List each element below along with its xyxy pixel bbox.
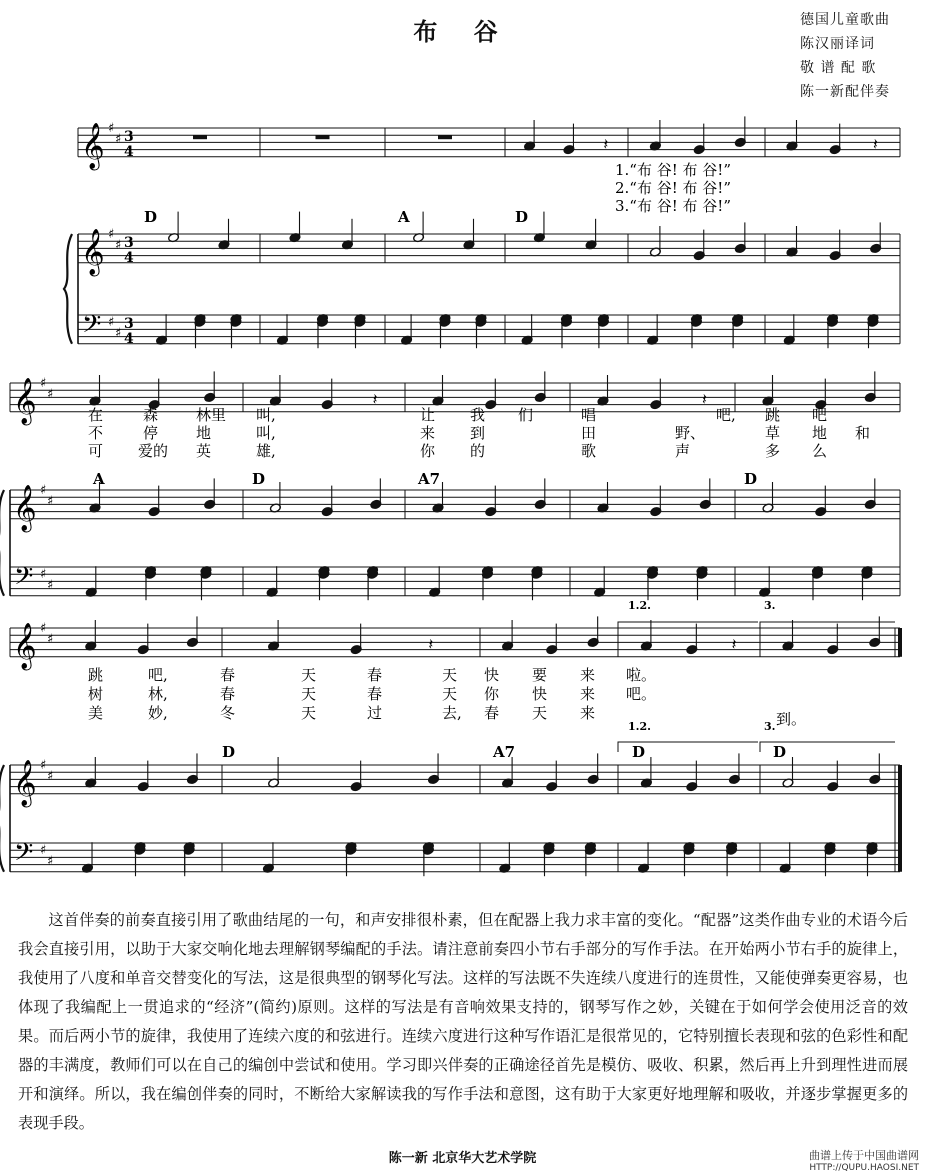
lyric-syllable: 天: [442, 666, 458, 684]
lyric-syllable: 来: [580, 666, 596, 684]
lyric-syllable: 去,: [442, 704, 462, 722]
grand-staff-brace: [0, 765, 4, 872]
sharp-sign: ♯: [47, 386, 54, 402]
treble-clef: 𝄞: [81, 229, 105, 275]
credit-lyricist: 敬 谱 配 歌: [800, 60, 877, 76]
bass-clef: 𝄢: [14, 562, 34, 597]
volta-bracket: [618, 622, 758, 632]
sharp-sign: ♯: [40, 843, 47, 859]
site-watermark: [809, 1150, 919, 1174]
quarter-rest: 𝄽: [603, 134, 609, 154]
time-signature-bottom: 4: [124, 250, 134, 266]
lyric-syllable: 天: [532, 704, 548, 722]
lyric-verse-3: 3.“布 谷! 布 谷!”: [615, 197, 732, 215]
lyric-verse-1: 1.“布 谷! 布 谷!”: [615, 161, 732, 179]
time-signature-top: 3: [124, 129, 134, 145]
whole-rest: [193, 135, 207, 139]
sharp-sign: ♯: [47, 631, 54, 647]
lyric-syllable: 野、: [675, 424, 706, 442]
time-signature-bottom: 4: [124, 331, 134, 347]
lyric-syllable: 天: [442, 685, 458, 703]
lyric-syllable: 快: [484, 666, 500, 684]
lyric-syllable: 可: [88, 442, 104, 460]
lyric-verse-2: 2.“布 谷! 布 谷!”: [615, 179, 732, 197]
lyric-syllable: 们: [518, 406, 534, 424]
lyric-syllable: 英: [196, 442, 212, 460]
sharp-sign: ♯: [47, 854, 54, 869]
lyric-syllable: 和: [855, 424, 871, 442]
lyric-syllable: 春: [220, 685, 236, 703]
lyric-syllable: 跳: [88, 666, 104, 684]
commentary-paragraph: 这首伴奏的前奏直接引用了歌曲结尾的一句，和声安排很朴素，但在配器上我力求丰富的变化。“配器”这类作曲专业的术语今后我会直接引用，以助于大家交响化地去理解钢琴编配的手法。请注意前奏四小节右手部分的写作手法。在开始两小节右手的旋律上，我使用了八度和单音交替变化的写法，这是很典型的钢琴化写法。这样的写法既不失连续八度进行的连贯性，又能使弹奏更容易，也体现了我编配上一贯追求的“经济”(简约)原则。这样的写法是有音响效果支持的，钢琴写作之妙，关键在于如何学会使用泛音的效果。而后两小节的旋律，我使用了连续六度的和弦进行。连续六度进行这种写作语汇是很常见的，它特别擅长表现和弦的色彩性和配器的丰满度，教师们可以在自己的编创中尝试和使用。学习即兴伴奏的正确途径首先是模仿、吸收、积累，然后再上升到理性进而展开和演绎。所以，我在编创伴奏的同时，不断给大家解读我的写作手法和意图，这有助于大家更好地理解和吸收，并逐步掌握更多的表现手段。: [18, 911, 908, 1132]
volta-bracket: [760, 622, 895, 632]
volta-label: 3.: [764, 720, 776, 733]
lyric-syllable: 美: [88, 704, 104, 722]
lyric-syllable: 的: [470, 442, 486, 460]
chord-symbol: D: [632, 743, 646, 761]
footer-credit: 陈一新 北京华大艺术学院: [388, 1151, 537, 1166]
credit-translator: 陈汉丽译词: [800, 36, 875, 52]
lyric-syllable: 吧,: [716, 406, 736, 424]
lyric-syllable: 地: [196, 424, 212, 442]
lyric-syllable: 春: [220, 666, 236, 684]
treble-clef: 𝄞: [81, 123, 105, 169]
lyric-syllable: 么: [812, 442, 828, 460]
lyric-syllable: 让: [420, 406, 436, 424]
credit-origin: 德国儿童歌曲: [800, 12, 890, 28]
treble-clef: 𝄞: [13, 623, 37, 669]
lyric-syllable: 叫,: [256, 406, 276, 424]
lyric-syllable: 吧: [812, 406, 828, 424]
chord-symbol: D: [773, 743, 787, 761]
chord-symbol: D: [144, 208, 158, 226]
lyric-syllable: 来: [580, 685, 596, 703]
sharp-sign: ♯: [108, 315, 115, 331]
volta-label: 1.2.: [628, 599, 651, 612]
lyric-syllable: 我: [470, 406, 486, 424]
chord-symbol: A: [398, 208, 410, 226]
chord-symbol: A7: [418, 470, 441, 488]
lyric-syllable: 多: [765, 442, 781, 460]
lyric-syllable: 天: [301, 704, 317, 722]
watermark-url: HTTP://QUPU.HAOSI.NET: [809, 1163, 919, 1173]
lyric-syllable: 停: [143, 424, 159, 442]
chord-symbol: D: [744, 470, 758, 488]
lyric-syllable: 树: [88, 685, 104, 703]
lyric-syllable: 叫,: [256, 424, 276, 442]
lyrics-system-3: [88, 666, 806, 728]
lyric-syllable: 快: [532, 685, 548, 703]
lyric-syllable: 春: [484, 704, 500, 722]
chord-symbol: D: [515, 208, 529, 226]
chord-symbol: A: [93, 470, 105, 488]
lyric-syllable: 林里: [196, 406, 227, 424]
lyric-syllable: 你: [420, 442, 436, 460]
lyric-syllable: 冬: [220, 704, 236, 722]
lyric-syllable: 妙,: [148, 704, 168, 722]
lyric-syllable: 森: [143, 406, 159, 424]
sharp-sign: ♯: [40, 483, 47, 498]
lyric-syllable: 草: [765, 424, 781, 442]
score-staves: [0, 121, 900, 873]
lyric-syllable: 你: [484, 685, 500, 703]
lyric-syllable: 天: [301, 685, 317, 703]
score-notes: [82, 116, 882, 876]
lyric-syllable: 来: [420, 424, 436, 442]
sharp-sign: ♯: [108, 227, 115, 242]
sharp-sign: ♯: [40, 621, 47, 636]
sharp-sign: ♯: [115, 326, 122, 341]
lyric-syllable: 天: [301, 666, 317, 684]
treble-clef: 𝄞: [13, 760, 37, 806]
lyric-syllable: 到: [470, 424, 486, 442]
sharp-sign: ♯: [47, 768, 54, 784]
lyric-syllable: 来: [580, 704, 596, 722]
lyric-syllable: 在: [88, 406, 104, 424]
whole-rest: [316, 135, 330, 139]
quarter-rest: 𝄽: [731, 634, 737, 654]
sharp-sign: ♯: [40, 376, 47, 391]
sharp-sign: ♯: [40, 758, 47, 773]
lyric-syllable: 过: [367, 704, 383, 722]
grand-staff-brace: [0, 490, 4, 596]
lyric-syllable: 地: [812, 424, 828, 442]
lyric-syllable: 啦。: [626, 666, 657, 684]
quarter-rest: 𝄽: [873, 134, 878, 154]
lyric-syllable: 跳: [765, 406, 781, 424]
lyric-syllable: 林,: [148, 685, 168, 703]
lyric-syllable: 田: [581, 424, 597, 442]
whole-rest: [438, 135, 452, 139]
lyric-syllable: 不: [88, 424, 104, 442]
credit-arranger: 陈一新配伴奏: [800, 84, 890, 100]
sharp-sign: ♯: [47, 493, 54, 509]
bass-clef: 𝄢: [82, 310, 102, 345]
sharp-sign: ♯: [40, 567, 47, 583]
lyric-syllable: 声: [675, 442, 691, 460]
chord-symbol: A7: [493, 743, 516, 761]
quarter-rest: 𝄽: [702, 389, 707, 409]
lyric-syllable: 吧,: [148, 666, 168, 684]
time-signature-top: 3: [124, 316, 134, 332]
bass-clef: 𝄢: [14, 838, 34, 873]
lyric-syllable: 爱的: [138, 442, 169, 460]
watermark-text: 曲谱上传于中国曲谱网: [809, 1149, 919, 1162]
lyric-syllable: 雄,: [256, 442, 276, 460]
lyric-syllable: 歌: [581, 442, 597, 460]
chord-symbol: D: [222, 743, 236, 761]
treble-clef: 𝄞: [13, 378, 37, 424]
quarter-rest: 𝄽: [428, 634, 434, 654]
grand-staff-brace: [64, 234, 72, 344]
lyric-syllable: 春: [367, 666, 383, 684]
sharp-sign: ♯: [115, 237, 122, 253]
volta-label: 3.: [764, 599, 776, 612]
lyric-syllable: 要: [532, 666, 548, 684]
lyric-syllable: 到。: [776, 710, 807, 728]
time-signature-top: 3: [124, 235, 134, 251]
lyric-syllable: 春: [367, 685, 383, 703]
treble-clef: 𝄞: [13, 485, 37, 531]
chord-symbol: D: [252, 470, 266, 488]
quarter-rest: 𝄽: [372, 389, 378, 409]
time-signature-bottom: 4: [124, 144, 134, 160]
song-title: 布 谷: [413, 17, 512, 46]
sharp-sign: ♯: [47, 578, 54, 593]
sharp-sign: ♯: [108, 121, 115, 136]
lyric-syllable: 吧。: [626, 685, 657, 703]
lyrics-system-2: [88, 406, 870, 460]
lyric-syllable: 唱: [581, 406, 597, 424]
volta-label: 1.2.: [628, 720, 651, 733]
sharp-sign: ♯: [115, 131, 122, 147]
